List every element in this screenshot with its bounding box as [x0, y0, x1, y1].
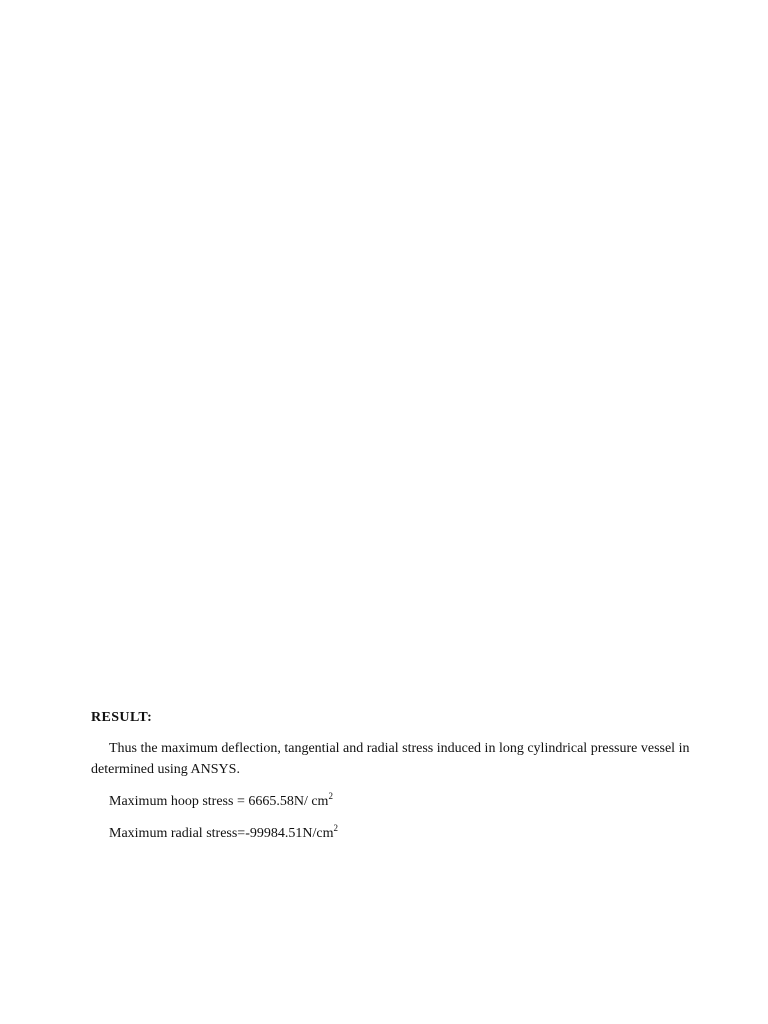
- result-paragraph: Thus the maximum deflection, tangential and radial stress induced in long cylindrical pressure vessel in determined using ANSYS.: [91, 741, 690, 777]
- radial-stress-exponent: 2: [333, 823, 338, 833]
- result-section: [91, 707, 691, 855]
- hoop-stress-text: Maximum hoop stress = 6665.58N/ cm: [109, 794, 329, 809]
- radial-stress-text: Maximum radial stress=-99984.51N/cm: [109, 826, 334, 841]
- result-heading: RESULT:: [91, 710, 153, 725]
- hoop-stress-line: [91, 791, 691, 812]
- hoop-stress-exponent: 2: [328, 791, 333, 801]
- radial-stress-line: [91, 823, 691, 844]
